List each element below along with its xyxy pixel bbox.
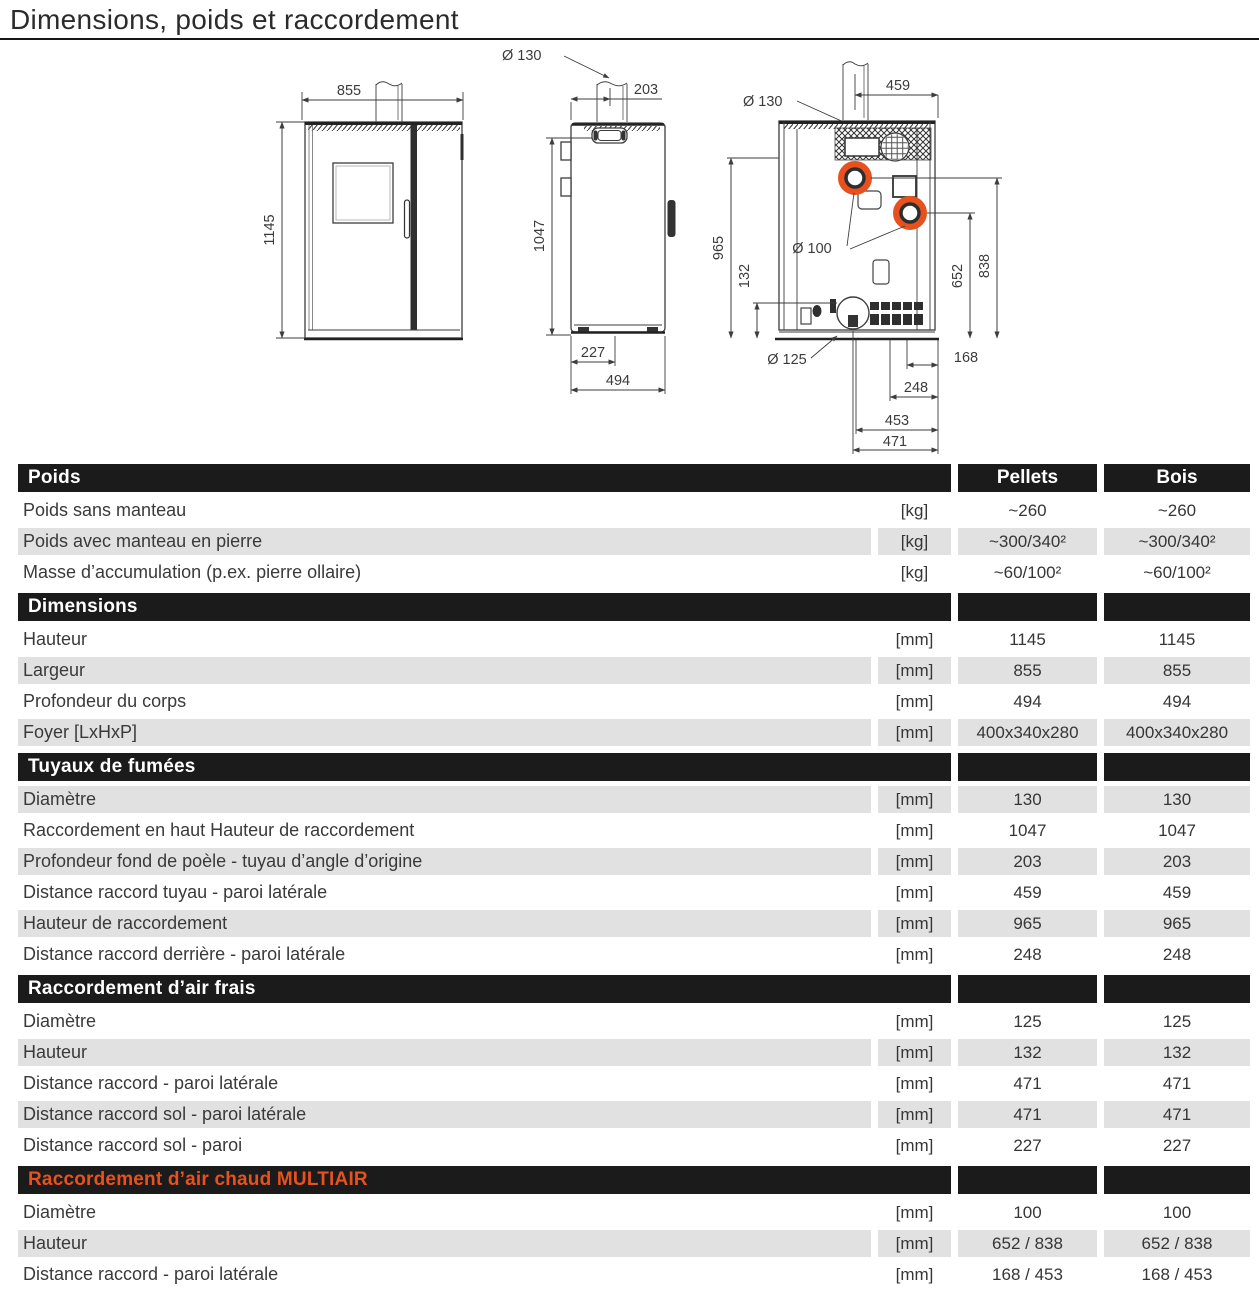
row-value-bois: 168 / 453 <box>1141 1264 1213 1284</box>
row-value-bois: 494 <box>1162 691 1192 711</box>
column-header-pellets: Pellets <box>958 464 1097 492</box>
table-row <box>18 877 1250 908</box>
row-unit: [mm] <box>878 848 951 875</box>
row-value-bois: ~300/340² <box>1104 528 1250 555</box>
column-header-pellets <box>958 1166 1097 1194</box>
row-unit: [mm] <box>878 719 951 746</box>
table-row <box>18 846 1250 877</box>
column-header-bois <box>1104 1166 1250 1194</box>
spec-table <box>0 462 1259 1290</box>
row-unit: [kg] <box>900 500 929 520</box>
row-unit: [mm] <box>895 1264 934 1284</box>
front-window <box>333 163 393 223</box>
side-door-handle <box>668 200 676 237</box>
table-row <box>18 1259 1250 1290</box>
rear-fresh-air-height-label: 132 <box>737 263 753 289</box>
table-row <box>18 1068 1250 1099</box>
section-title: Raccordement d’air frais <box>18 975 951 1003</box>
row-value-bois: 1145 <box>1158 629 1196 649</box>
row-value-pellets: 132 <box>958 1039 1097 1066</box>
row-value-pellets: ~60/100² <box>993 562 1062 582</box>
column-header-bois: Bois <box>1104 464 1250 492</box>
table-row <box>18 1197 1250 1228</box>
row-value-bois: 227 <box>1162 1135 1192 1155</box>
table-row <box>18 686 1250 717</box>
table-row <box>18 1228 1250 1259</box>
row-value-pellets: 471 <box>1013 1073 1042 1093</box>
row-value-bois: 471 <box>1104 1101 1250 1128</box>
row-value-pellets: ~300/340² <box>958 528 1097 555</box>
side-body <box>561 123 676 333</box>
row-value-bois: 459 <box>1162 882 1192 902</box>
row-label: Distance raccord sol - paroi <box>23 1135 243 1155</box>
row-label: Distance raccord tuyau - paroi latérale <box>23 882 328 902</box>
row-label: Poids sans manteau <box>23 500 187 520</box>
table-row <box>18 815 1250 846</box>
row-value-bois: ~260 <box>1157 500 1197 520</box>
row-value-bois: 125 <box>1162 1011 1192 1031</box>
front-height-dimension <box>262 122 305 338</box>
row-value-bois: 652 / 838 <box>1104 1230 1250 1257</box>
row-label: Diamètre <box>23 1202 97 1222</box>
rear-bottom-dimensions <box>853 331 978 454</box>
row-value-bois: 248 <box>1162 944 1192 964</box>
side-clearance-label: 227 <box>580 345 606 361</box>
rear-flue-height-label: 965 <box>711 235 727 261</box>
rear-flue-diameter-label: Ø 130 <box>743 94 783 110</box>
section-header <box>18 593 1250 621</box>
row-value-pellets: 130 <box>958 786 1097 813</box>
row-label: Profondeur du corps <box>23 691 187 711</box>
row-unit: [mm] <box>895 1073 934 1093</box>
rear-flue-side-label: 459 <box>885 78 911 94</box>
row-value-bois: 100 <box>1162 1202 1192 1222</box>
row-label: Foyer [LxHxP] <box>18 719 871 746</box>
row-label: Distance raccord derrière - paroi latérale <box>23 944 346 964</box>
rear-flue-pipe <box>843 62 868 120</box>
row-value-pellets: 965 <box>958 910 1097 937</box>
table-row <box>18 655 1250 686</box>
row-value-pellets: 459 <box>1013 882 1042 902</box>
rear-side-471-label: 471 <box>882 434 908 450</box>
side-flue-diameter-label: Ø 130 <box>502 48 542 64</box>
table-row <box>18 1006 1250 1037</box>
table-row <box>18 717 1250 748</box>
row-unit: [mm] <box>895 944 934 964</box>
section-header <box>18 753 1250 781</box>
row-value-bois: 965 <box>1104 910 1250 937</box>
table-row <box>18 526 1250 557</box>
front-height-label: 1145 <box>262 214 278 246</box>
side-flue-callout <box>502 48 609 78</box>
rear-flue-side-dimension <box>855 74 938 118</box>
row-value-pellets: 855 <box>958 657 1097 684</box>
row-label: Largeur <box>18 657 871 684</box>
column-header-pellets <box>958 593 1097 621</box>
row-label: Distance raccord - paroi latérale <box>23 1264 279 1284</box>
section-title: Tuyaux de fumées <box>18 753 951 781</box>
front-width-dimension <box>302 83 463 120</box>
row-value-bois: 855 <box>1104 657 1250 684</box>
side-height-label: 1047 <box>532 219 548 253</box>
row-unit: [kg] <box>900 562 929 582</box>
row-value-pellets: 1145 <box>1009 629 1046 649</box>
front-width-label: 855 <box>336 83 362 99</box>
rear-side-453-label: 453 <box>884 413 910 429</box>
table-row <box>18 1130 1250 1161</box>
section-title: Poids <box>18 464 951 492</box>
rear-multiair-diameter-label: Ø 100 <box>792 241 832 257</box>
column-header-pellets <box>958 753 1097 781</box>
row-unit: [mm] <box>878 657 951 684</box>
row-unit: [mm] <box>895 1135 934 1155</box>
section-header <box>18 1166 1250 1194</box>
rear-side-248-label: 248 <box>903 380 929 396</box>
technical-drawings <box>0 40 1259 462</box>
row-label: Poids avec manteau en pierre <box>18 528 871 555</box>
row-value-pellets: 248 <box>1013 944 1042 964</box>
section-header <box>18 975 1250 1003</box>
side-depth-to-flue-label: 203 <box>633 82 659 98</box>
section-title: Raccordement d’air chaud MULTIAIR <box>18 1166 951 1194</box>
row-value-bois: 203 <box>1104 848 1250 875</box>
row-label: Distance raccord sol - paroi latérale <box>18 1101 871 1128</box>
front-flue-pipe <box>376 82 402 122</box>
row-value-pellets: ~260 <box>1008 500 1047 520</box>
row-value-pellets: 203 <box>958 848 1097 875</box>
row-label: Diamètre <box>23 1011 97 1031</box>
row-unit: [mm] <box>878 1039 951 1066</box>
row-value-bois: 400x340x280 <box>1104 719 1250 746</box>
row-value-pellets: 227 <box>1013 1135 1042 1155</box>
column-header-bois <box>1104 975 1250 1003</box>
row-label: Hauteur de raccordement <box>18 910 871 937</box>
row-value-pellets: 400x340x280 <box>958 719 1097 746</box>
row-unit: [mm] <box>878 1230 951 1257</box>
row-label: Masse d’accumulation (p.ex. pierre ollaire) <box>23 562 362 582</box>
table-row <box>18 908 1250 939</box>
rear-multiair-outlet-low <box>897 200 923 226</box>
row-label: Diamètre <box>18 786 871 813</box>
front-door-handle <box>405 200 410 238</box>
row-unit: [mm] <box>895 820 934 840</box>
row-value-pellets: 494 <box>1013 691 1042 711</box>
row-unit: [mm] <box>878 1101 951 1128</box>
page-title: Dimensions, poids et raccordement <box>10 4 459 35</box>
table-row <box>18 939 1250 970</box>
row-value-bois: 130 <box>1104 786 1250 813</box>
row-value-pellets: 471 <box>958 1101 1097 1128</box>
row-unit: [mm] <box>878 910 951 937</box>
table-row <box>18 1099 1250 1130</box>
row-unit: [kg] <box>878 528 951 555</box>
row-label: Hauteur <box>18 1039 871 1066</box>
row-value-bois: 132 <box>1104 1039 1250 1066</box>
row-value-pellets: 1047 <box>1008 820 1047 840</box>
column-header-bois <box>1104 593 1250 621</box>
rear-side-168-label: 168 <box>953 350 979 366</box>
row-label: Hauteur <box>18 1230 871 1257</box>
row-value-pellets: 168 / 453 <box>992 1264 1063 1284</box>
row-unit: [mm] <box>895 691 934 711</box>
row-label: Distance raccord - paroi latérale <box>23 1073 279 1093</box>
front-view-drawing <box>248 58 488 348</box>
rear-flue-height-dimension <box>711 158 779 338</box>
side-flue-pipe <box>597 82 627 122</box>
row-label: Raccordement en haut Hauteur de raccordement <box>23 820 415 840</box>
column-header-pellets <box>958 975 1097 1003</box>
side-view-drawing <box>488 40 713 400</box>
row-value-bois: 1047 <box>1158 820 1196 840</box>
row-unit: [mm] <box>895 629 934 649</box>
table-row <box>18 624 1250 655</box>
row-unit: [mm] <box>895 1202 934 1222</box>
page-header <box>0 0 1259 40</box>
row-unit: [mm] <box>878 786 951 813</box>
side-depth-label: 494 <box>605 373 631 389</box>
rear-fresh-air-diameter-label: Ø 125 <box>767 352 807 368</box>
row-label: Profondeur fond de poèle - tuyau d’angle d’origine <box>18 848 871 875</box>
row-unit: [mm] <box>895 1011 934 1031</box>
rear-multiair-outlet-high <box>842 165 868 191</box>
table-row <box>18 557 1250 588</box>
rear-height-838-label: 838 <box>977 253 993 279</box>
section-header <box>18 464 1250 492</box>
side-depth-to-flue-dimension <box>571 82 662 120</box>
row-value-bois: ~60/100² <box>1143 562 1211 582</box>
row-value-pellets: 100 <box>1013 1202 1042 1222</box>
rear-view-drawing <box>713 52 1048 462</box>
section-title: Dimensions <box>18 593 951 621</box>
row-label: Hauteur <box>23 629 88 649</box>
rear-fresh-air-callout <box>767 336 837 368</box>
table-row <box>18 784 1250 815</box>
row-value-bois: 471 <box>1162 1073 1192 1093</box>
row-unit: [mm] <box>895 882 934 902</box>
table-row <box>18 1037 1250 1068</box>
row-value-pellets: 125 <box>1013 1011 1042 1031</box>
rear-height-652-label: 652 <box>950 263 966 289</box>
row-value-pellets: 652 / 838 <box>958 1230 1097 1257</box>
table-row <box>18 495 1250 526</box>
column-header-bois <box>1104 753 1250 781</box>
front-body <box>304 122 464 339</box>
